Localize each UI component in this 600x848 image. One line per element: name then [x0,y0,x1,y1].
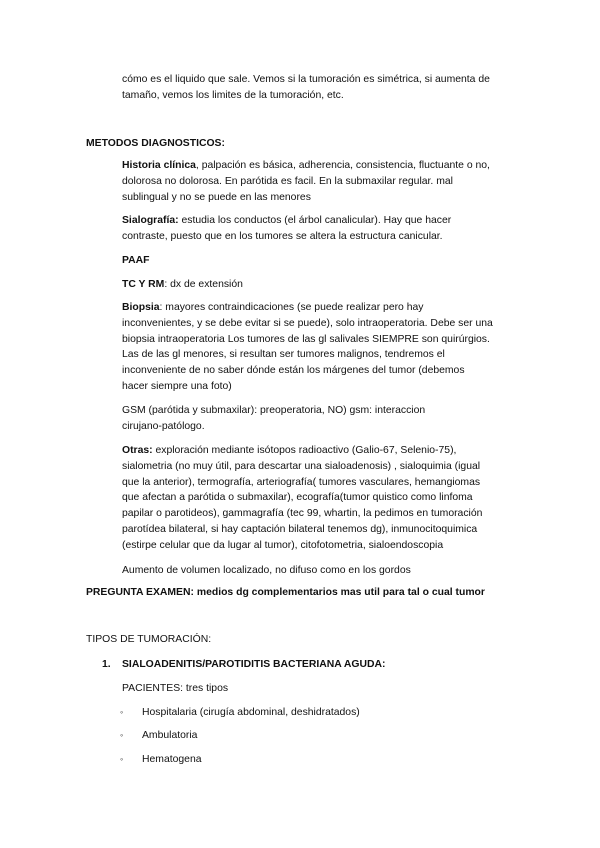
tc-label: TC Y RM [122,279,165,290]
biopsia-paragraph: Biopsia: mayores contraindicaciones (se puede realizar pero hay inconvenientes, y se debe evitar si se puede), solo intraoperatoria. Debe ser una biopsia intraoperatoria Los tumores de las gl salivales SIEMPRE son quirúrgios. Las de las gl menores, si resultan ser tumores malignos, tendremos el inconveniente de no saber dónde están los márgenes del tumor (debemos hacer siempre una foto) [122,302,493,392]
pregunta-examen: PREGUNTA EXAMEN: medios dg complementarios mas util para tal o cual tumor [86,587,485,598]
tc-paragraph: TC Y RM: dx de extensión [122,279,243,290]
otras-label: Otras: [122,445,153,456]
biopsia-label: Biopsia [122,302,160,313]
historia-label: Historia clínica [122,160,196,171]
metodos-heading: METODOS DIAGNOSTICOS: [86,138,225,149]
paaf-paragraph [122,253,518,269]
sialografia-label: Sialografía: [122,215,179,226]
tipos-heading: TIPOS DE TUMORACIÓN: [86,634,212,645]
bullet-icon: ◦ [120,754,124,764]
historia-paragraph: Historia clínica, palpación es básica, adherencia, consistencia, fluctuante o no, dolorosa no dolorosa. En parótida es facil. En la submaxilar regular. mal sublingual y no se puede en las menores [122,160,490,203]
pacientes-paragraph: PACIENTES: tres tipos [122,683,229,694]
sialoadenitis-title: SIALOADENITIS/PAROTIDITIS BACTERIANA AGUDA: [122,659,386,670]
aumento-paragraph: Aumento de volumen localizado, no difuso como en los gordos [122,565,411,576]
list-number: 1. [102,659,111,670]
sialografia-paragraph: Sialografía: estudia los conductos (el árbol canalicular). Hay que hacer contraste, puesto que en los tumores se altera la estructura canicular. [122,215,452,242]
otras-paragraph: Otras: exploración mediante isótopos radioactivo (Galio-67, Selenio-75), sialometria (no muy útil, para descartar una sialoadenosis) , sialoquimia (igual que la anterior), termografía, arteriografía( tumores vasculares, hemangiomas que afectan a parótida o submaxilar), ecografía(tumor quistico como linfoma papilar o parotideos), gammagrafía (tec 99, whartin, la pedimos en tumoración parotídea bilateral, si hay captación bilateral tenemos dg), inmunocitoquimica (estirpe celular que da lugar al tumor), citofotometria, sialoendoscopia [122,445,483,551]
paaf-label: PAAF [122,255,150,266]
bullet-icon: ◦ [120,707,124,717]
document-page: cómo es el liquido que sale. Vemos si la tumoración es simétrica, si aumenta de tamaño, vemos los limites de la tumoración, etc. METODOS DIAGNOSTICOS: Historia clínica, palpación es básica, adherencia, consistencia, fluctuante o no, dolorosa no dolorosa. En parótida es facil. En la submaxilar regular. mal sublingual y no se puede en las menores Sialografía: estudia los conductos (el árbol canalicular). Hay que hacer contraste, puesto que en los tumores se altera la estructura canicular. PAAF TC Y RM: dx de extensión Biopsia: mayores contraindicaciones (se puede realizar pero hay inconvenientes, y se debe evitar si se puede), solo intraoperatoria. Debe ser una biopsia intraoperatoria Los tumores de las gl salivales SIEMPRE son quirúrgios. Las de las gl menores, si resultan ser tumores malignos, tendremos el inconveniente de no saber dónde están los márgenes del tumor (debemos hacer siempre una foto) GSM (parótida y submaxilar): preoperatoria, NO) gsm: interaccion cirujano-patólogo. Otras: exploración mediante isótopos radioactivo (Galio-67, Selenio-75), sialometria (no muy útil, para descartar una sialoadenosis) , sialoquimia (igual que la anterior), termografía, arteriografía( tumores vasculares, hemangiomas que afectan a parótida o submaxilar), ecografía(tumor quistico como linfoma papilar o parotideos), gammagrafía (tec 99, whartin, la pedimos en tumoración parotídea bilateral, si hay captación bilateral tenemos dg), inmunocitoquimica (estirpe celular que da lugar al tumor), citofotometria, sialoendoscopia Aumento de volumen localizado, no difuso como en los gordos PREGUNTA EXAMEN: medios dg complementarios mas util para tal o cual tumor TIPOS DE TUMORACIÓN: 1. SIALOADENITIS/PAROTIDITIS BACTERIANA AGUDA: PACIENTES: tres tipos ◦ Hospitalaria (cirugía abdominal, deshidratados) ◦ Ambulatoria ◦ Hematogena [0,0,600,848]
gsm-paragraph: GSM (parótida y submaxilar): preoperatoria, NO) gsm: interaccion cirujano-patólogo. [122,405,426,432]
intro-paragraph: cómo es el liquido que sale. Vemos si la tumoración es simétrica, si aumenta de tamaño, vemos los limites de la tumoración, etc. [122,74,490,101]
bullet-icon: ◦ [120,730,124,740]
